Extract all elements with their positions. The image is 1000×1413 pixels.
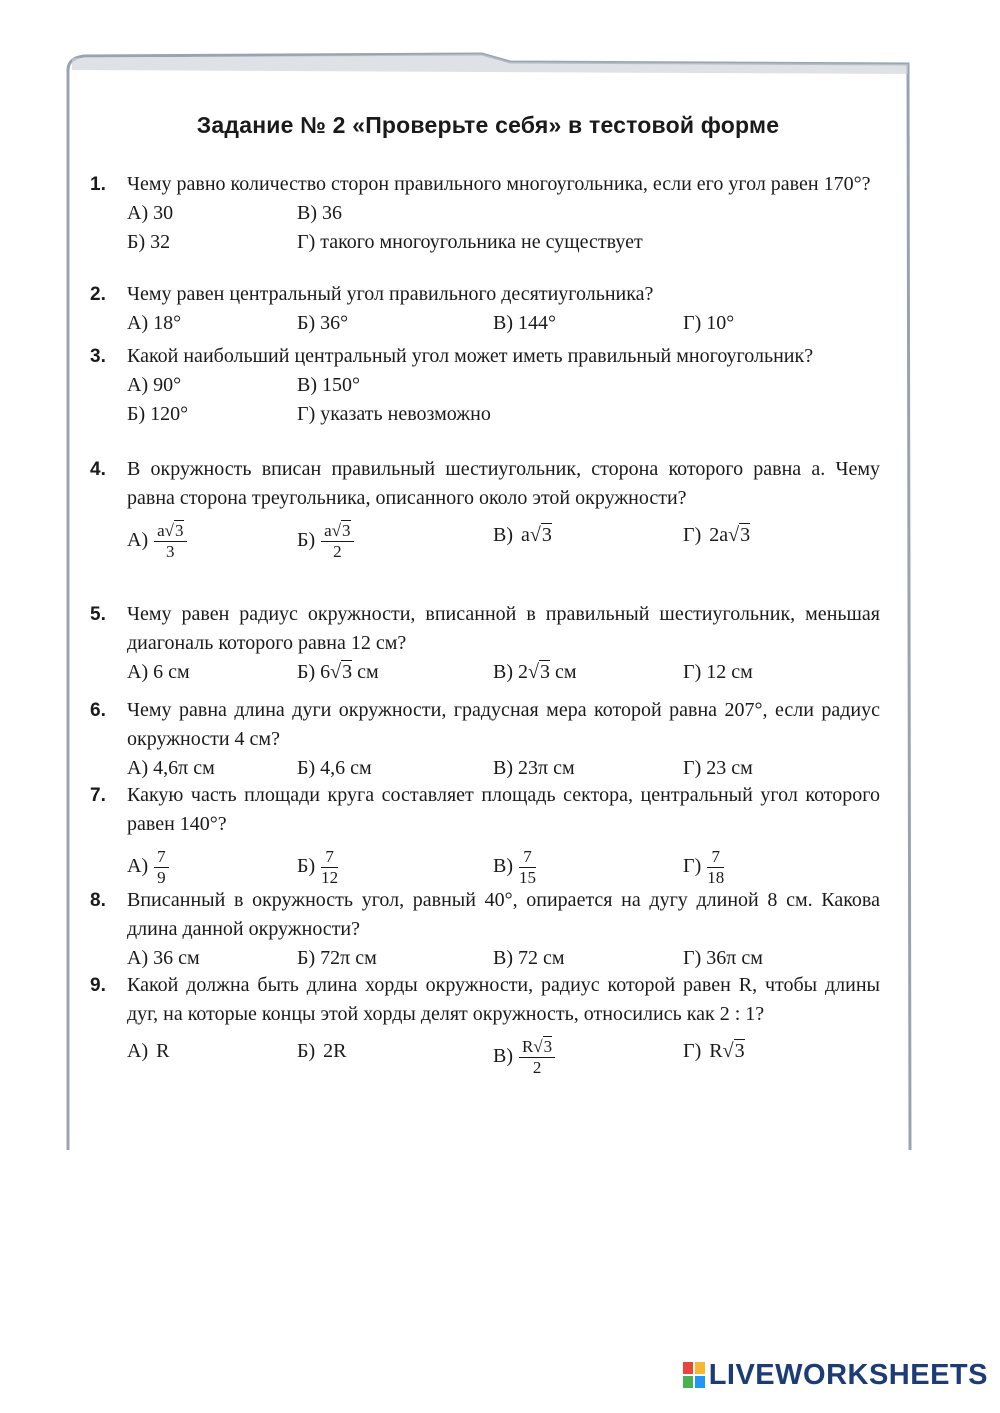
answer-option[interactable]: А) 6 см: [127, 661, 190, 683]
answer-label: А): [127, 1040, 149, 1062]
answer-option[interactable]: [683, 1037, 745, 1066]
answer-label: Б): [297, 529, 316, 552]
fraction-numerator: a√3: [321, 521, 353, 542]
answer-label: А): [127, 855, 149, 878]
question-number: 4.: [90, 459, 106, 480]
question-text: Вписанный в окружность угол, равный 40°, опирается на дугу длиной 8 см. Какова длина данной окружности?: [127, 889, 880, 940]
answer-option[interactable]: Г) 10°: [683, 312, 735, 334]
answer-option[interactable]: Б) 120°: [127, 403, 189, 425]
answer-option[interactable]: В) 23π см: [493, 757, 575, 779]
fraction: [519, 847, 536, 888]
fraction-numerator: 7: [154, 847, 169, 868]
fraction: [154, 521, 186, 562]
question-text: Чему равен центральный угол правильного десятиугольника?: [127, 283, 654, 305]
fraction: [154, 847, 169, 888]
answer-row: [127, 754, 880, 783]
answer-row: [127, 1029, 880, 1087]
question-text: Какой должна быть длина хорды окружности, радиус которой равен R, чтобы длины дуг, на которые концы этой хорды делят окружность, относились как 2 : 1?: [127, 974, 880, 1025]
answer-label: Б): [297, 1040, 316, 1062]
answer-option[interactable]: В) 36: [297, 202, 342, 224]
answer-row: [127, 944, 880, 973]
logo-text: LIVEWORKSHEETS: [708, 1358, 988, 1391]
question-text: Чему равен радиус окружности, вписанной в правильный шестиугольник, меньшая диагональ которого равна 12 см?: [127, 603, 880, 654]
answer-option[interactable]: [297, 521, 354, 562]
question-number: 6.: [90, 700, 106, 721]
fraction-numerator: a√3: [154, 521, 186, 542]
answer-option[interactable]: В) 144°: [493, 312, 556, 334]
answer-row: [127, 400, 880, 429]
answer-option[interactable]: [127, 1037, 169, 1066]
answer-option[interactable]: Б) 4,6 см: [297, 757, 372, 779]
answer-option[interactable]: Г) 12 см: [683, 661, 753, 683]
answer-label: А): [127, 529, 149, 552]
answer-label: Г): [683, 855, 702, 878]
answer-option[interactable]: Б) 36°: [297, 312, 349, 334]
answer-option[interactable]: В) 150°: [297, 374, 360, 396]
question-text: В окружность вписан правильный шестиугольник, сторона которого равна a. Чему равна сторона треугольника, описанного около этой окружности?: [127, 458, 880, 509]
question-1: [90, 170, 880, 257]
question-6: [90, 696, 880, 783]
fraction-denominator: 2: [532, 1058, 542, 1077]
answer-label: В): [493, 1045, 513, 1068]
fraction-denominator: 9: [157, 868, 166, 887]
question-text: Чему равно количество сторон правильного многоугольника, если его угол равен 170°?: [127, 173, 871, 195]
answer-value: a√3: [521, 524, 552, 546]
answer-option[interactable]: [493, 847, 536, 888]
question-text: Чему равна длина дуги окружности, градусная мера которой равна 207°, если радиус окружности 4 см?: [127, 699, 880, 750]
answer-option[interactable]: Б) 6√3 см: [297, 661, 379, 683]
answer-option[interactable]: Г) указать невозможно: [297, 403, 491, 425]
answer-row: [127, 658, 880, 687]
question-7: [90, 781, 880, 897]
answer-option[interactable]: Г) 36π см: [683, 947, 763, 969]
answer-option[interactable]: [297, 1037, 347, 1066]
answer-option[interactable]: [493, 521, 552, 550]
question-text: Какую часть площади круга составляет площадь сектора, центральный угол которого равен 140°?: [127, 784, 880, 835]
liveworksheets-logo: [683, 1357, 988, 1393]
question-number: 8.: [90, 890, 106, 911]
answer-option[interactable]: А) 30: [127, 202, 174, 224]
question-number: 3.: [90, 346, 106, 367]
fraction-numerator: 7: [707, 847, 724, 868]
answer-value: 2a√3: [709, 524, 751, 546]
answer-option[interactable]: [683, 521, 750, 550]
fraction-numerator: R√3: [519, 1037, 555, 1058]
answer-option[interactable]: В) 72 см: [493, 947, 565, 969]
answer-label: Г): [683, 524, 702, 546]
question-number: 9.: [90, 975, 106, 996]
question-number: 1.: [90, 174, 106, 195]
question-9: [90, 971, 880, 1087]
answer-option[interactable]: [683, 847, 724, 888]
question-3: [90, 342, 880, 429]
fraction: [519, 1037, 555, 1078]
answer-row: [127, 228, 880, 257]
answer-option[interactable]: Г) 23 см: [683, 757, 753, 779]
question-8: [90, 886, 880, 973]
answer-option[interactable]: А) 18°: [127, 312, 182, 334]
fraction: [321, 847, 338, 888]
question-2: [90, 280, 880, 338]
question-number: 5.: [90, 604, 106, 625]
answer-row: [127, 371, 880, 400]
answer-option[interactable]: А) 4,6π см: [127, 757, 215, 779]
question-5: [90, 600, 880, 687]
logo-mark-icon: [683, 1362, 705, 1388]
answer-label: В): [493, 855, 513, 878]
question-number: 7.: [90, 785, 106, 806]
answer-value: R√3: [709, 1040, 745, 1062]
fraction-denominator: 3: [166, 542, 175, 561]
answer-option[interactable]: [127, 847, 169, 888]
answer-row: [127, 309, 880, 338]
fraction-denominator: 18: [707, 868, 725, 887]
answer-label: В): [493, 524, 513, 546]
answer-value: 2R: [323, 1040, 347, 1062]
answer-option[interactable]: В) 2√3 см: [493, 661, 577, 683]
answer-value: R: [156, 1040, 170, 1062]
worksheet-title: Задание № 2 «Проверьте себя» в тестовой форме: [196, 112, 780, 138]
question-number: 2.: [90, 284, 106, 305]
fraction: [321, 521, 353, 562]
answer-option[interactable]: [127, 521, 187, 562]
fraction-denominator: 15: [519, 868, 536, 887]
answer-option[interactable]: Б) 32: [127, 231, 171, 253]
fraction: [707, 847, 724, 888]
fraction-numerator: 7: [519, 847, 536, 868]
answer-option[interactable]: А) 36 см: [127, 947, 200, 969]
answer-row: [127, 513, 880, 571]
answer-label: Г): [683, 1040, 702, 1062]
answer-option[interactable]: [493, 1037, 555, 1078]
fraction-denominator: 2: [333, 542, 342, 561]
question-4: [90, 455, 880, 571]
answer-option[interactable]: [297, 847, 338, 888]
answer-label: Б): [297, 855, 316, 878]
answer-option[interactable]: Г) такого многоугольника не существует: [297, 231, 643, 253]
answer-row: [127, 199, 880, 228]
question-text: Какой наибольший центральный угол может иметь правильный многоугольник?: [127, 345, 814, 367]
answer-option[interactable]: А) 90°: [127, 374, 182, 396]
fraction-denominator: 12: [321, 868, 339, 887]
worksheet-card: [62, 50, 914, 1150]
fraction-numerator: 7: [321, 847, 338, 868]
answer-option[interactable]: Б) 72π см: [297, 947, 377, 969]
